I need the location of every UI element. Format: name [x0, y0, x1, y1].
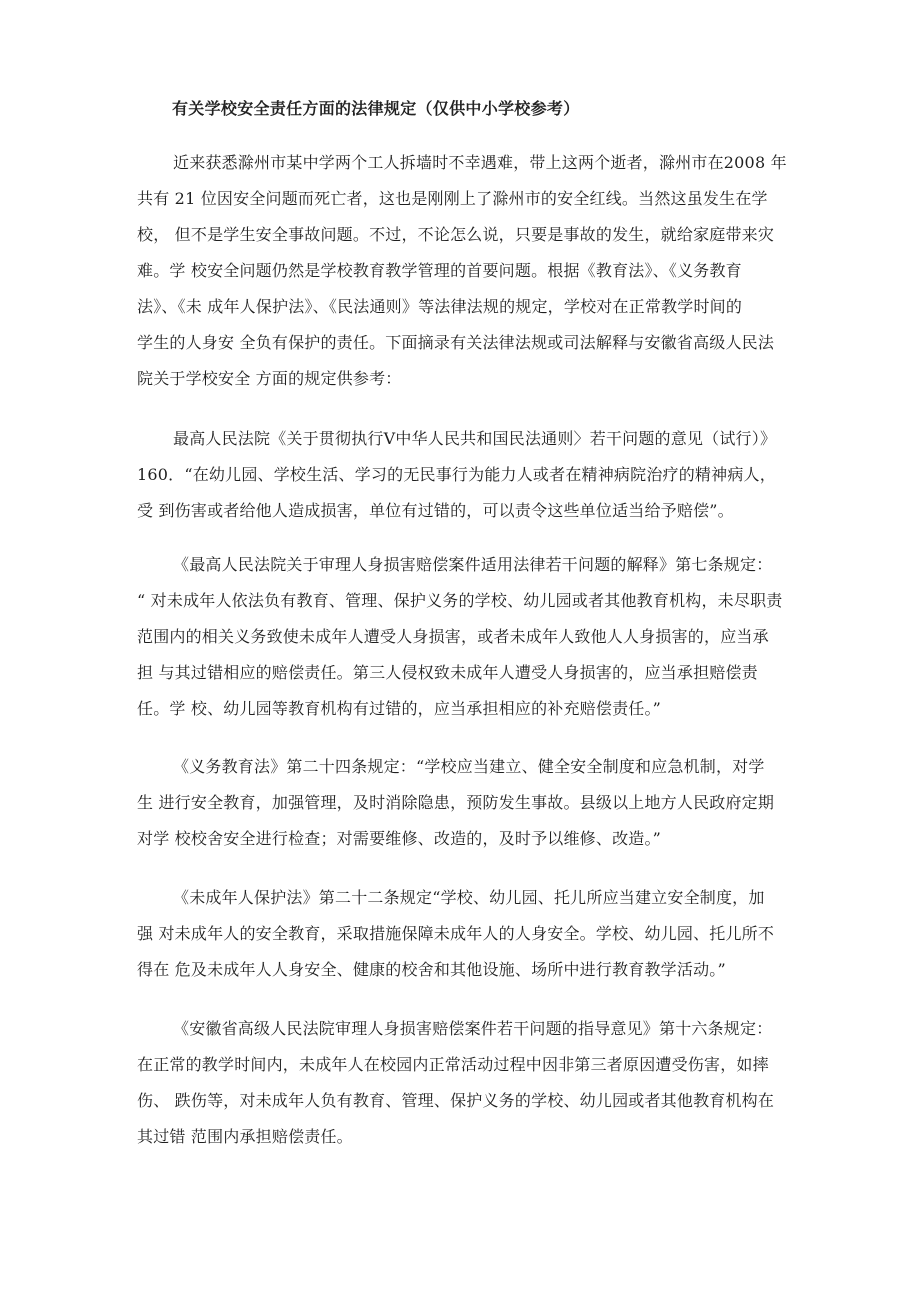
text-line: 最高人民法院《关于贯彻执行V中华人民共和国民法通则〉若干问题的意见（试行）》 — [173, 429, 777, 448]
text-line: 伤、 跌伤等，对未成年人负有教育、管理、保护义务的学校、幼儿园或者其他教育机构在 — [137, 1091, 775, 1110]
text-line: 范围内的相关义务致使未成年人遭受人身损害，或者未成年人致他人人身损害的，应当承 — [137, 627, 769, 646]
paragraph-compulsory-education-law — [137, 749, 797, 857]
paragraph-minor-protection-law — [137, 880, 797, 988]
paragraph-anhui-court-guidance — [137, 1011, 797, 1155]
text-line: 担 与其过错相应的赔偿责任。第三人侵权致未成年人遭受人身损害的，应当承担赔偿责 — [137, 663, 758, 682]
text-line: 院关于学校安全 方面的规定供参考： — [137, 369, 402, 388]
text-line: 在正常的教学时间内，未成年人在校园内正常活动过程中因非第三者原因遭受伤害，如摔 — [137, 1055, 769, 1074]
text-line: 法》、《未 成年人保护法》、《民法通则》等法律法规的规定，学校对在正常教学时间的 — [137, 297, 743, 316]
text-line: “ 对未成年人依法负有教育、管理、保护义务的学校、幼儿园或者其他教育机构，未尽职责 — [137, 591, 783, 610]
paragraph-supreme-court-opinion — [137, 421, 797, 529]
text-line: 《未成年人保护法》第二十二条规定“学校、幼儿园、托儿所应当建立安全制度，加 — [173, 888, 765, 907]
text-line: 对学 校校舍安全进行检查；对需要维修、改造的，及时予以维修、改造。” — [137, 829, 662, 848]
text-line: 共有 21 位因安全问题而死亡者，这也是刚刚上了滁州市的安全红线。当然这虽发生在学 — [137, 189, 768, 208]
text-line: 《安徽省高级人民法院审理人身损害赔偿案件若干问题的指导意见》第十六条规定： — [173, 1019, 773, 1038]
paragraph-supreme-court-interpretation — [137, 547, 797, 727]
text-line: 强 对未成年人的安全教育，采取措施保障未成年人的人身安全。学校、幼儿园、托儿所不 — [137, 924, 775, 943]
text-line: 《义务教育法》第二十四条规定：“学校应当建立、健全安全制度和应急机制，对学 — [173, 757, 765, 776]
text-line: 校， 但不是学生安全事故问题。不过，不论怎么说，只要是事故的发生，就给家庭带来灾 — [137, 225, 775, 244]
text-line: 任。学 校、幼儿园等教育机构有过错的，应当承担相应的补充赔偿责任。” — [137, 699, 662, 718]
text-line: 学生的人身安 全负有保护的责任。下面摘录有关法律法规或司法解释与安徽省高级人民法 — [137, 333, 775, 352]
text-line: 难。学 校安全问题仍然是学校教育教学管理的首要问题。根据《教育法》、《义务教育 — [137, 261, 742, 280]
text-line: 近来获悉滁州市某中学两个工人拆墙时不幸遇难，带上这两个逝者，滁州市在2008 年 — [173, 153, 787, 172]
text-line: 受 到伤害或者给他人造成损害，单位有过错的，可以责令这些单位适当给予赔偿”。 — [137, 501, 734, 520]
text-line: 《最高人民法院关于审理人身损害赔偿案件适用法律若干问题的解释》第七条规定： — [173, 555, 773, 574]
document-title: 有关学校安全责任方面的法律规定（仅供中小学校参考） — [172, 99, 580, 118]
paragraph-intro — [137, 145, 797, 397]
text-line: 得在 危及未成年人人身安全、健康的校舍和其他设施、场所中进行教育教学活动。” — [137, 960, 726, 979]
text-line: 生 进行安全教育，加强管理，及时消除隐患，预防发生事故。县级以上地方人民政府定期 — [137, 793, 775, 812]
text-line: 160．“在幼儿园、学校生活、学习的无民事行为能力人或者在精神病院治疗的精神病人， — [137, 465, 776, 484]
text-line: 其过错 范围内承担赔偿责任。 — [137, 1127, 353, 1146]
